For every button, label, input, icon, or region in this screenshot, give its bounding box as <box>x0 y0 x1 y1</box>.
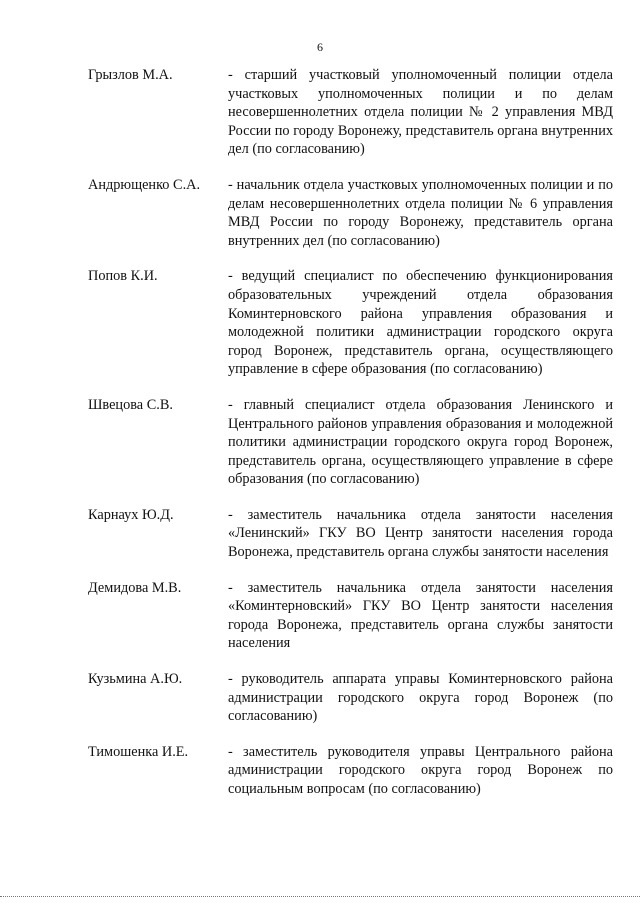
member-name: Кузьмина А.Ю. <box>88 671 183 688</box>
list-item <box>88 579 613 653</box>
list-item <box>88 66 613 159</box>
member-name: Грызлов М.А. <box>88 67 173 83</box>
members-list <box>88 66 613 799</box>
list-item <box>88 670 613 726</box>
member-role: - заместитель начальника отдела занятости населения «Коминтерновский» ГКУ ВО Центр занятости населения города Воронежа, представитель органа службы занятости населения <box>228 579 613 652</box>
list-item <box>88 743 613 799</box>
member-role: - заместитель начальника отдела занятости населения «Ленинский» ГКУ ВО Центр занятости населения города Воронежа, представитель органа службы занятости населения <box>228 506 613 561</box>
member-role: - начальник отдела участковых уполномоченных полиции и по делам несовершеннолетних отдела полиции № 6 управления МВД России по городу Воронежу, представитель органа внутренних дел (по согласованию) <box>228 176 613 249</box>
member-role: - главный специалист отдела образования Ленинского и Центрального районов управления образования и молодежной политики администрации городского округа город Воронеж, представитель органа, осуществляющего управление в сфере образования (по согласованию) <box>228 396 613 488</box>
member-role: - старший участковый уполномоченный полиции отдела участковых уполномоченных полиции и по делам несовершеннолетних отдела полиции № 2 управления МВД России по городу Воронежу, представитель органа внутренних дел (по согласованию) <box>228 67 613 158</box>
member-name: Попов К.И. <box>88 268 158 285</box>
page-number: 6 <box>317 40 323 54</box>
member-role: - руководитель аппарата управы Коминтерновского района администрации городского округа город Воронеж (по согласованию) <box>228 671 613 725</box>
list-item <box>88 396 613 489</box>
member-role: - заместитель руководителя управы Центрального района администрации городского округа город Воронеж по социальным вопросам (по согласованию) <box>228 743 613 797</box>
list-item <box>88 506 613 562</box>
member-name: Тимошенка И.Е. <box>88 743 189 760</box>
member-name: Карнаух Ю.Д. <box>88 506 174 523</box>
member-name: Андрющенко С.А. <box>88 176 201 193</box>
member-name: Швецова С.В. <box>88 396 173 413</box>
list-item <box>88 267 613 379</box>
member-name: Демидова М.В. <box>88 579 182 596</box>
member-role: - ведущий специалист по обеспечению функционирования образовательных учреждений отдела образования Коминтерновского района управления образования и молодежной политики администрации городского округа город Воронеж, представитель органа, осуществляющего управление в сфере образования (по согласованию) <box>228 268 613 378</box>
page-bottom-divider <box>0 896 640 897</box>
list-item <box>88 176 613 250</box>
